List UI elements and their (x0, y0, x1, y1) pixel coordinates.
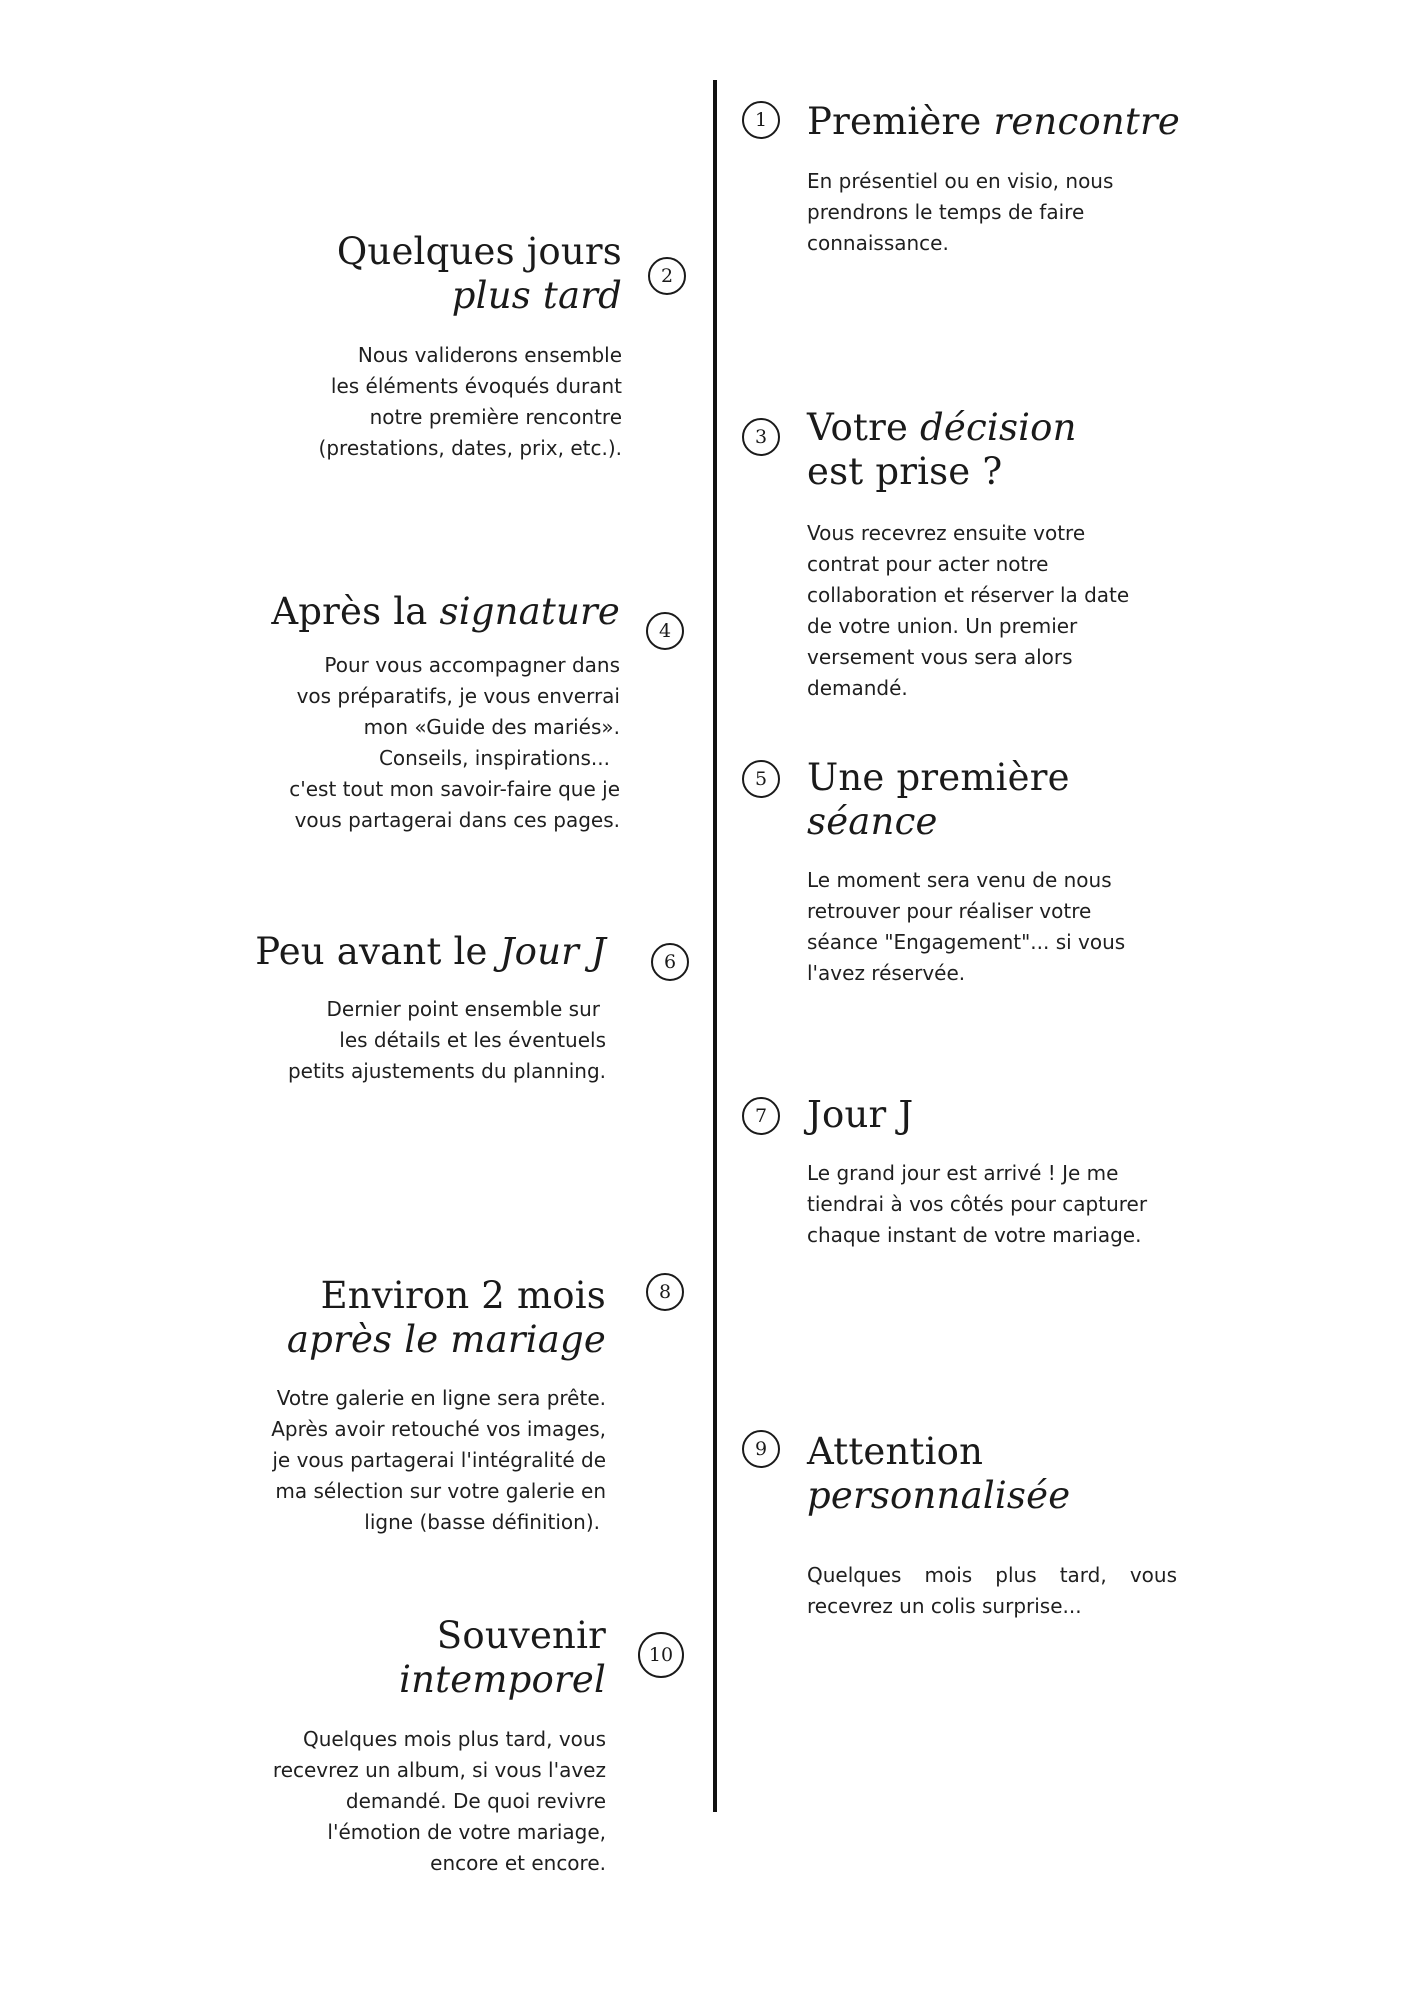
step-title-part: Après la (271, 590, 440, 633)
step-description (807, 518, 1207, 704)
step-text-line: vous partagerai dans ces pages. (294, 808, 620, 832)
step-title (206, 1614, 606, 1702)
step-text-line: collaboration et réserver la date (807, 583, 1130, 607)
step-text-line: chaque instant de votre mariage. (807, 1223, 1142, 1247)
step-number: 9 (754, 1438, 768, 1460)
step-description (222, 340, 622, 464)
step-title (807, 406, 1207, 494)
step-number-badge (742, 760, 780, 798)
step-description (206, 1724, 606, 1879)
step-title (206, 930, 606, 974)
step-text-line: les détails et les éventuels (339, 1028, 606, 1052)
timeline-step-6 (206, 930, 606, 1087)
step-title-emphasis: séance (807, 800, 938, 843)
step-text-line: Le grand jour est arrivé ! Je me (807, 1161, 1119, 1185)
step-title-emphasis: après le mariage (286, 1318, 606, 1361)
step-text-line: c'est tout mon savoir-faire que je (289, 777, 620, 801)
step-text-line: Vous recevrez ensuite votre (807, 521, 1086, 545)
step-text-line: l'émotion de votre mariage, (327, 1820, 606, 1844)
step-text-line: Votre galerie en ligne sera prête. (276, 1386, 606, 1410)
step-title-part: est prise ? (807, 450, 1003, 493)
step-text-line: Nous validerons ensemble (357, 343, 622, 367)
timeline-step-1 (807, 100, 1207, 259)
step-text-line: tiendrai à vos côtés pour capturer (807, 1192, 1148, 1216)
step-text-line: mon «Guide des mariés». (363, 715, 620, 739)
timeline-step-7 (807, 1093, 1207, 1251)
step-number: 2 (660, 265, 674, 287)
step-title-part: Première (807, 100, 994, 143)
step-text-line: Quelques mois plus tard, vous (302, 1727, 606, 1751)
step-text-line: Le moment sera venu de nous (807, 868, 1112, 892)
step-text-line: ma sélection sur votre galerie en (275, 1479, 606, 1503)
step-title-part: Peu avant le (255, 930, 500, 973)
step-title (807, 756, 1207, 844)
step-title-emphasis: Jour J (499, 930, 606, 973)
step-title (222, 230, 622, 318)
step-text-line: versement vous sera alors (807, 645, 1073, 669)
step-description (807, 1158, 1207, 1251)
timeline-step-3 (807, 406, 1207, 704)
step-title-part: Environ 2 mois (320, 1274, 606, 1317)
step-text-line: retrouver pour réaliser votre (807, 899, 1092, 923)
step-title-emphasis: intemporel (399, 1658, 606, 1701)
step-description (220, 650, 620, 836)
step-text-line: Dernier point ensemble sur (326, 997, 600, 1021)
step-description (206, 1383, 606, 1538)
step-number: 5 (754, 768, 768, 790)
step-text-line: séance "Engagement"... si vous (807, 930, 1126, 954)
step-title-part: Une première (807, 756, 1070, 799)
step-description (807, 166, 1207, 259)
timeline-step-5 (807, 756, 1207, 989)
timeline-step-4 (220, 590, 620, 836)
step-text-line: demandé. (807, 676, 908, 700)
step-text-line: Conseils, inspirations... (378, 746, 610, 770)
step-title-emphasis: rencontre (993, 100, 1180, 143)
step-description (206, 994, 606, 1087)
step-text-line: l'avez réservée. (807, 961, 966, 985)
step-number-badge (742, 101, 780, 139)
step-text-line: demandé. De quoi revivre (345, 1789, 606, 1813)
step-text-line: Quelques mois plus tard, vous (807, 1563, 1177, 1587)
step-text-line: (prestations, dates, prix, etc.). (318, 436, 622, 460)
step-number-badge (638, 1632, 684, 1678)
step-text-line: connaissance. (807, 231, 949, 255)
timeline-step-9 (807, 1430, 1177, 1622)
step-number-badge (646, 1273, 684, 1311)
step-number: 7 (754, 1105, 768, 1127)
step-number-badge (742, 1430, 780, 1468)
step-title-emphasis: décision (920, 406, 1077, 449)
step-title-part: Quelques jours (336, 230, 622, 273)
step-text-line: je vous partagerai l'intégralité de (272, 1448, 606, 1472)
step-number-badge (648, 257, 686, 295)
step-number-badge (646, 612, 684, 650)
step-description (807, 1560, 1177, 1622)
step-text-line: prendrons le temps de faire (807, 200, 1085, 224)
step-number: 6 (663, 951, 677, 973)
step-text-line: recevrez un album, si vous l'avez (272, 1758, 606, 1782)
step-text-line: Après avoir retouché vos images, (271, 1417, 606, 1441)
step-title (807, 1430, 1177, 1518)
step-title-part: Attention (807, 1430, 984, 1473)
step-text-line: contrat pour acter notre (807, 552, 1049, 576)
step-text-line: vos préparatifs, je vous enverrai (296, 684, 620, 708)
step-title-emphasis: plus tard (451, 274, 622, 317)
step-number-badge (651, 943, 689, 981)
timeline-line (713, 80, 717, 1812)
step-number-badge (742, 418, 780, 456)
step-title (206, 1274, 606, 1362)
step-text-line: recevrez un colis surprise... (807, 1594, 1082, 1618)
step-text-line: petits ajustements du planning. (287, 1059, 606, 1083)
step-title-part: Votre (807, 406, 921, 449)
step-number-badge (742, 1097, 780, 1135)
step-text-line: En présentiel ou en visio, nous (807, 169, 1114, 193)
step-title (807, 1093, 1207, 1137)
step-number: 8 (658, 1281, 672, 1303)
step-title (807, 100, 1207, 144)
timeline-step-2 (222, 230, 622, 464)
step-number: 3 (754, 426, 768, 448)
step-text-line: de votre union. Un premier (807, 614, 1078, 638)
step-text-line: Pour vous accompagner dans (324, 653, 620, 677)
step-text-line: ligne (basse définition). (364, 1510, 600, 1534)
timeline-step-10 (206, 1614, 606, 1879)
step-text-line: encore et encore. (430, 1851, 606, 1875)
step-text-line: les éléments évoqués durant (330, 374, 622, 398)
step-title (220, 590, 620, 634)
step-description (807, 865, 1207, 989)
step-text-line: notre première rencontre (369, 405, 622, 429)
step-title-part: Souvenir (436, 1614, 606, 1657)
step-number: 10 (648, 1644, 674, 1666)
step-title-emphasis: personnalisée (807, 1474, 1071, 1517)
step-number: 4 (658, 620, 672, 642)
step-title-part: Jour J (807, 1093, 914, 1136)
step-number: 1 (754, 109, 768, 131)
timeline-step-8 (206, 1274, 606, 1538)
step-title-emphasis: signature (439, 590, 620, 633)
